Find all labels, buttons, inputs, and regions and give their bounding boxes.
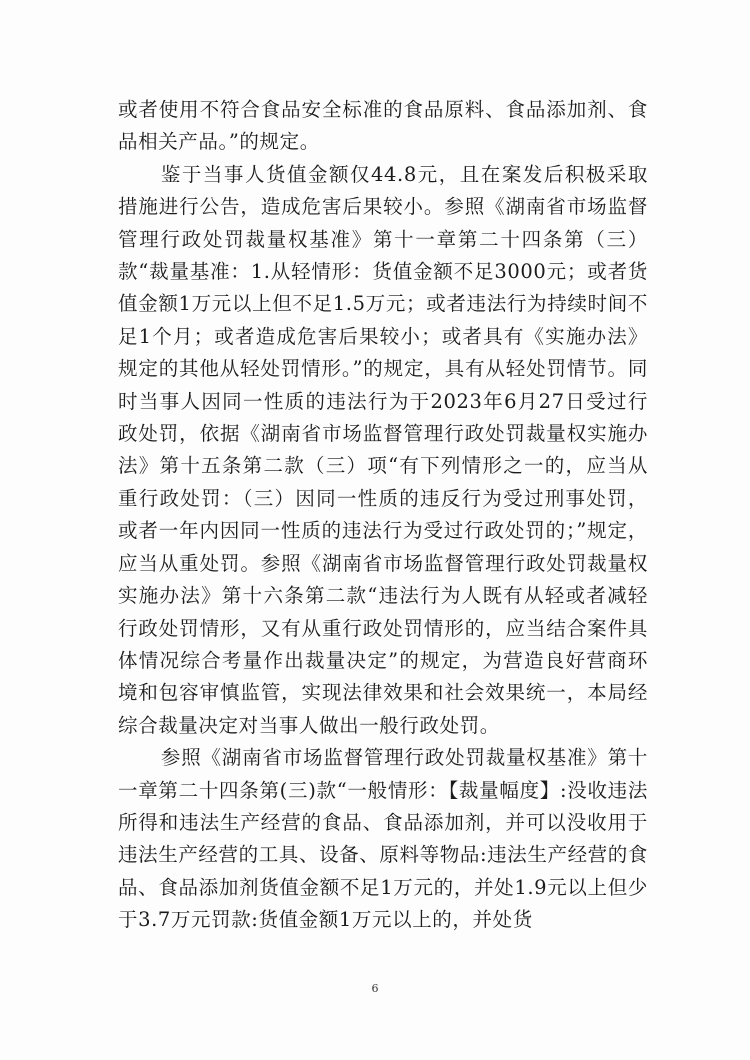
document-body — [118, 94, 648, 937]
page-number: 6 — [371, 982, 379, 995]
paragraph-continuation: 或者使用不符合食品安全标准的食品原料、食品添加剂、食品相关产品。”的规定。 — [118, 98, 648, 154]
paragraph-mitigation-and-aggravation: 鉴于当事人货值金额仅44.8元，且在案发后积极采取措施进行公告，造成危害后果较小。参照《湖南省市场监督管理行政处罚裁量权基准》第十一章第二十四条第（三）款“裁量基准：1.从轻情形：货值金额不足3000元；或者货值金额1万元以上但不足1.5万元；或者违法行为持续时间不足1个月；或者造成危害后果较小；或者具有《实施办法》规定的其他从轻处罚情形。”的规定，具有从轻处罚情节。同时当事人因同一性质的违法行为于2023年6月27日受过行政处罚，依据《湖南省市场监督管理行政处罚裁量权实施办法》第十五条第二款（三）项“有下列情形之一的，应当从重行政处罚：（三）因同一性质的违反行为受过刑事处罚，或者一年内因同一性质的违法行为受过行政处罚的；”规定，应当从重处罚。参照《湖南省市场监督管理行政处罚裁量权实施办法》第十六条第二款“违法行为人既有从轻或者减轻行政处罚情形，又有从重行政处罚情形的，应当结合案件具体情况综合考量作出裁量决定”的规定，为营造良好营商环境和包容审慎监管，实现法律效果和社会效果统一，本局经综合裁量决定对当事人做出一般行政处罚。 — [118, 162, 648, 737]
paragraph-penalty-range: 参照《湖南省市场监督管理行政处罚裁量权基准》第十一章第二十四条第(三)款“一般情形：【裁量幅度】:没收违法所得和违法生产经营的食品、食品添加剂，并可以没收用于违法生产经营的工具、设备、原料等物品:违法生产经营的食品、食品添加剂货值金额不足1万元的，并处1.9元以上但少于3.7万元罚款:货值金额1万元以上的，并处货 — [118, 746, 648, 932]
